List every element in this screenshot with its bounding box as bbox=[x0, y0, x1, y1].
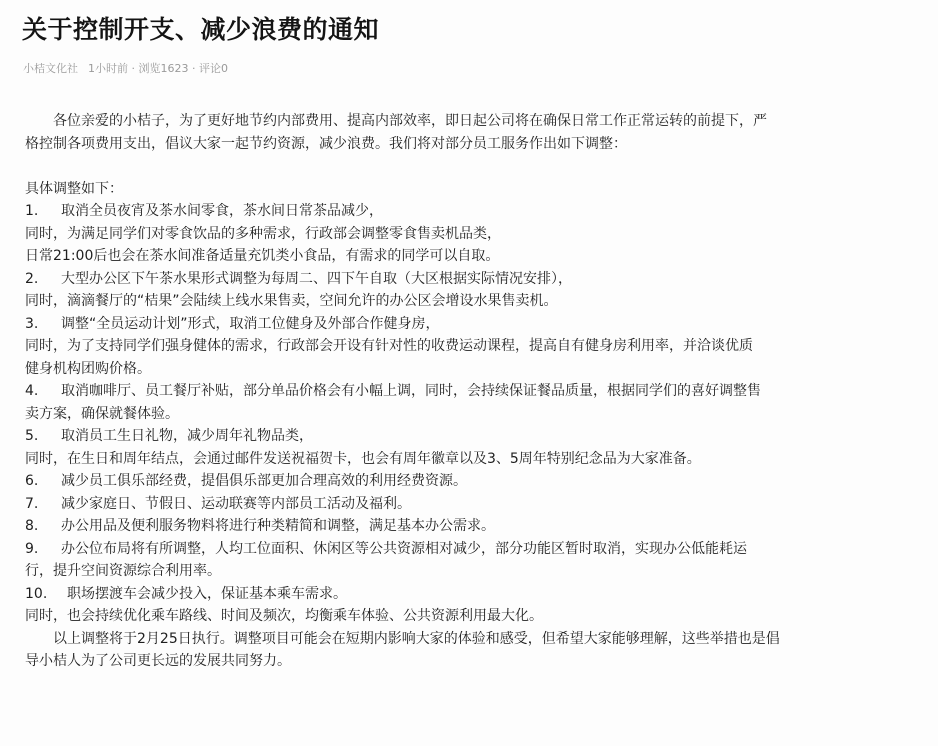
list-item-8 bbox=[25, 515, 915, 538]
article-body bbox=[25, 110, 915, 673]
closing-line: 导小桔人为了公司更长远的发展共同努力。 bbox=[25, 653, 291, 669]
item-number: 7. bbox=[25, 495, 39, 512]
item-number: 1. bbox=[25, 203, 39, 219]
item-continuation: 健身机构团购价格。 bbox=[25, 360, 151, 377]
item-text: 职场摆渡车会减少投入，保证基本乘车需求。 bbox=[67, 585, 347, 602]
item-continuation: 日常21:00后也会在茶水间准备适量充饥类小食品，有需求的同学可以自取。 bbox=[25, 248, 500, 264]
article-meta: 小桔文化社 1小时前 · 浏览1623 · 评论0 bbox=[23, 62, 228, 75]
item-text: 调整“全员运动计划”形式，取消工位健身及外部合作健身房， bbox=[61, 315, 440, 332]
list-item-10 bbox=[25, 583, 915, 606]
list-heading: 具体调整如下： bbox=[25, 180, 123, 197]
item-number: 5. bbox=[25, 428, 39, 444]
closing-line: 以上调整将于2月25日执行。调整项目可能会在短期内影响大家的体验和感受，但希望大家能够理解，这些举措也是倡 bbox=[53, 630, 780, 647]
post-time: 1小时前 bbox=[88, 62, 128, 75]
item-text: 大型办公区下午茶水果形式调整为每周二、四下午自取（大区根据实际情况安排）， bbox=[61, 270, 572, 287]
item-number: 6. bbox=[25, 473, 39, 489]
item-text: 办公用品及便利服务物料将进行种类精简和调整，满足基本办公需求。 bbox=[61, 518, 495, 534]
view-count: 浏览1623 bbox=[138, 62, 189, 75]
item-continuation: 同时，滴滴餐厅的“桔果”会陆续上线水果售卖，空间允许的办公区会增设水果售卖机。 bbox=[25, 293, 558, 309]
list-item-2 bbox=[25, 268, 915, 291]
item-number: 3. bbox=[25, 315, 39, 332]
item-text: 取消员工生日礼物，减少周年礼物品类， bbox=[61, 428, 313, 444]
item-continuation: 同时，在生日和周年结点，会通过邮件发送祝福贺卡，也会有周年徽章以及3、5周年特别纪念品为大家准备。 bbox=[25, 450, 701, 467]
list-item-5 bbox=[25, 425, 915, 448]
intro-line: 格控制各项费用支出，倡议大家一起节约资源，减少浪费。我们将对部分员工服务作出如下调整： bbox=[25, 135, 627, 152]
article-title: 关于控制开支、减少浪费的通知 bbox=[22, 15, 380, 44]
item-text: 取消全员夜宵及茶水间零食，茶水间日常茶品减少， bbox=[61, 203, 383, 219]
item-continuation: 同时，为满足同学们对零食饮品的多种需求，行政部会调整零食售卖机品类， bbox=[25, 225, 501, 242]
list-item-9 bbox=[25, 538, 915, 561]
item-continuation: 同时，为了支持同学们强身健体的需求，行政部会开设有针对性的收费运动课程，提高自有健身房利用率，并洽谈优质 bbox=[25, 338, 753, 354]
item-number: 2. bbox=[25, 270, 39, 287]
intro-line: 各位亲爱的小桔子，为了更好地节约内部费用、提高内部效率，即日起公司将在确保日常工作正常运转的前提下，严 bbox=[53, 113, 767, 129]
list-item-3 bbox=[25, 313, 915, 336]
list-item-4 bbox=[25, 380, 915, 403]
item-number: 8. bbox=[25, 518, 39, 534]
author-link[interactable]: 小桔文化社 bbox=[23, 62, 78, 75]
item-number: 10. bbox=[25, 585, 48, 602]
comment-count[interactable]: 评论0 bbox=[199, 62, 228, 75]
item-text: 减少员工俱乐部经费，提倡俱乐部更加合理高效的利用经费资源。 bbox=[61, 473, 467, 489]
list-item-1 bbox=[25, 200, 915, 223]
list-item-7 bbox=[25, 493, 915, 516]
item-continuation: 卖方案，确保就餐体验。 bbox=[25, 405, 179, 422]
item-continuation: 行，提升空间资源综合利用率。 bbox=[25, 563, 221, 579]
item-continuation: 同时，也会持续优化乘车路线、时间及频次，均衡乘车体验、公共资源利用最大化。 bbox=[25, 608, 543, 624]
item-number: 4. bbox=[25, 383, 39, 399]
item-text: 取消咖啡厅、员工餐厅补贴，部分单品价格会有小幅上调，同时，会持续保证餐品质量，根据同学们的喜好调整售 bbox=[61, 383, 761, 399]
list-item-6 bbox=[25, 470, 915, 493]
item-text: 减少家庭日、节假日、运动联赛等内部员工活动及福利。 bbox=[61, 495, 411, 512]
item-text: 办公位布局将有所调整，人均工位面积、休闲区等公共资源相对减少，部分功能区暂时取消，实现办公低能耗运 bbox=[61, 540, 747, 557]
item-number: 9. bbox=[25, 540, 39, 557]
